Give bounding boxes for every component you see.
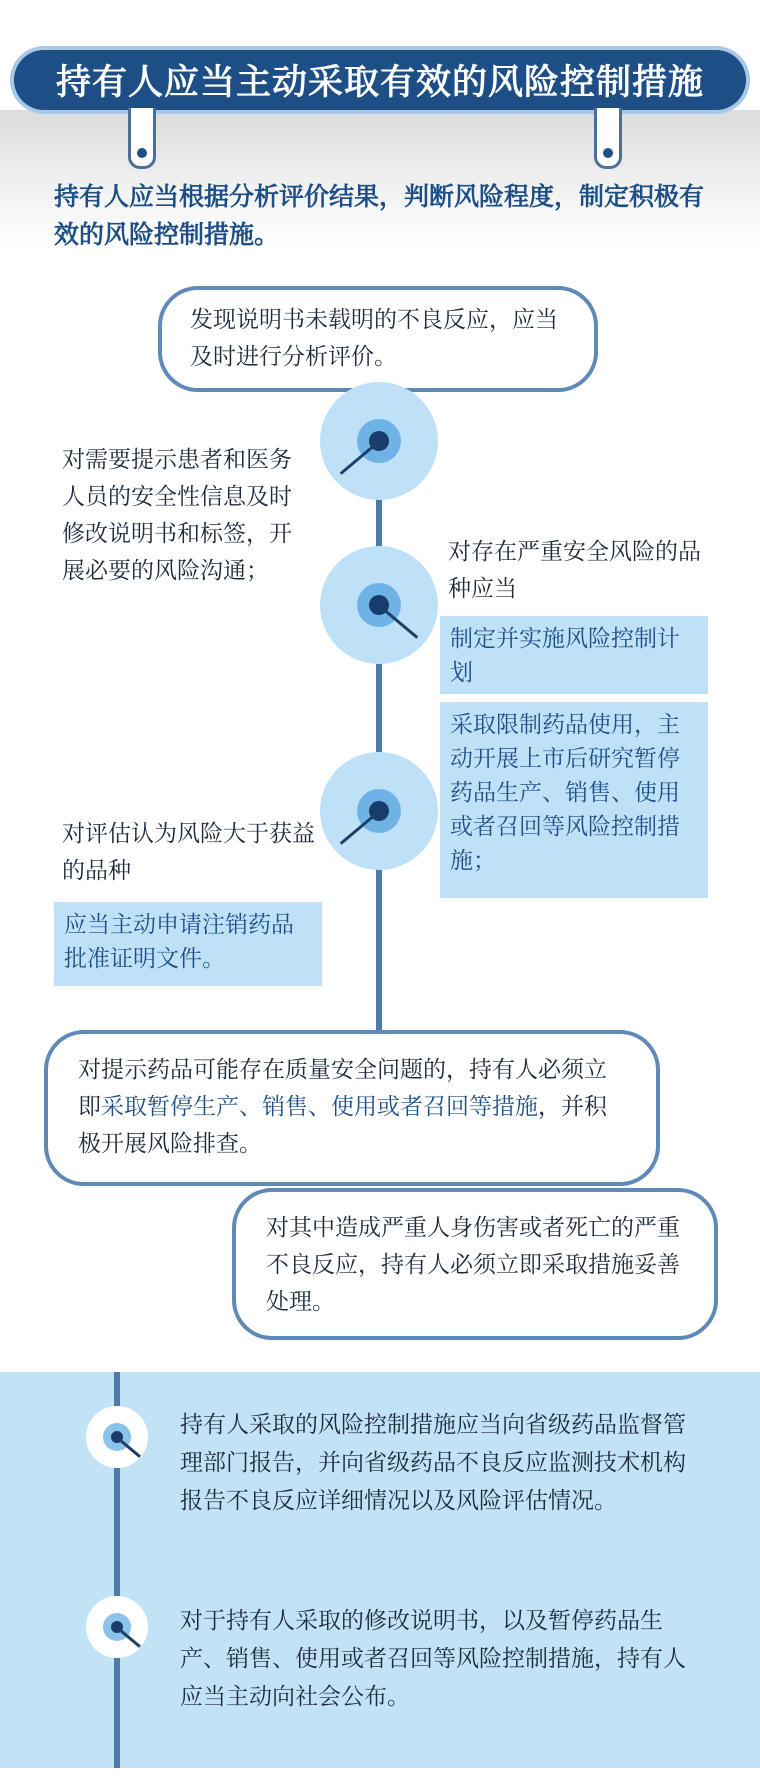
bullet-node-icon [86,1596,148,1658]
timeline-node-icon [320,546,438,664]
right-text-1: 对存在严重安全风险的品种应当 [448,539,701,602]
right-highlight-2: 采取限制药品使用，主动开展上市后研究暂停药品生产、销售、使用或者召回等风险控制措施； [440,702,708,898]
timeline-node-icon [320,752,438,870]
serious-bubble: 对其中造成严重人身伤害或者死亡的严重不良反应，持有人必须立即采取措施妥善处理。 [232,1188,718,1340]
bottom-item-2: 对于持有人采取的修改说明书，以及暂停药品生产、销售、使用或者召回等风险控制措施，持有人应当主动向社会公布。 [180,1608,686,1710]
hanger-right [594,108,622,169]
quality-text-highlight: 采取暂停生产、销售、使用或者召回等措施 [101,1094,538,1120]
left-text-2: 对评估认为风险大于获益的品种 [62,821,315,884]
hanger-left [128,108,156,169]
bottom-item-1: 持有人采取的风险控制措施应当向省级药品监督管理部门报告，并向省级药品不良反应监测技术机构报告不良反应详细情况以及风险评估情况。 [180,1412,686,1514]
left-highlight-2: 应当主动申请注销药品批准证明文件。 [54,902,322,986]
bullet-node-icon [86,1406,148,1468]
page-title: 持有人应当主动采取有效的风险控制措施 [14,50,746,110]
intro-text: 持有人应当根据分析评价结果，判断风险程度，制定积极有效的风险控制措施。 [54,182,705,249]
left-text-1: 对需要提示患者和医务人员的安全性信息及时修改说明书和标签，开展必要的风险沟通； [62,447,292,584]
quality-bubble [44,1030,660,1186]
quality-text-1: 对提示药品可能存在质量安全问题的，持有人必须立即 [78,1057,607,1120]
right-highlight-1: 制定并实施风险控制计划 [440,616,708,694]
timeline-node-icon [320,382,438,500]
top-bubble: 发现说明书未载明的不良反应，应当及时进行分析评价。 [158,286,598,392]
quality-text-2: ，并积极开展风险排查。 [78,1094,607,1157]
